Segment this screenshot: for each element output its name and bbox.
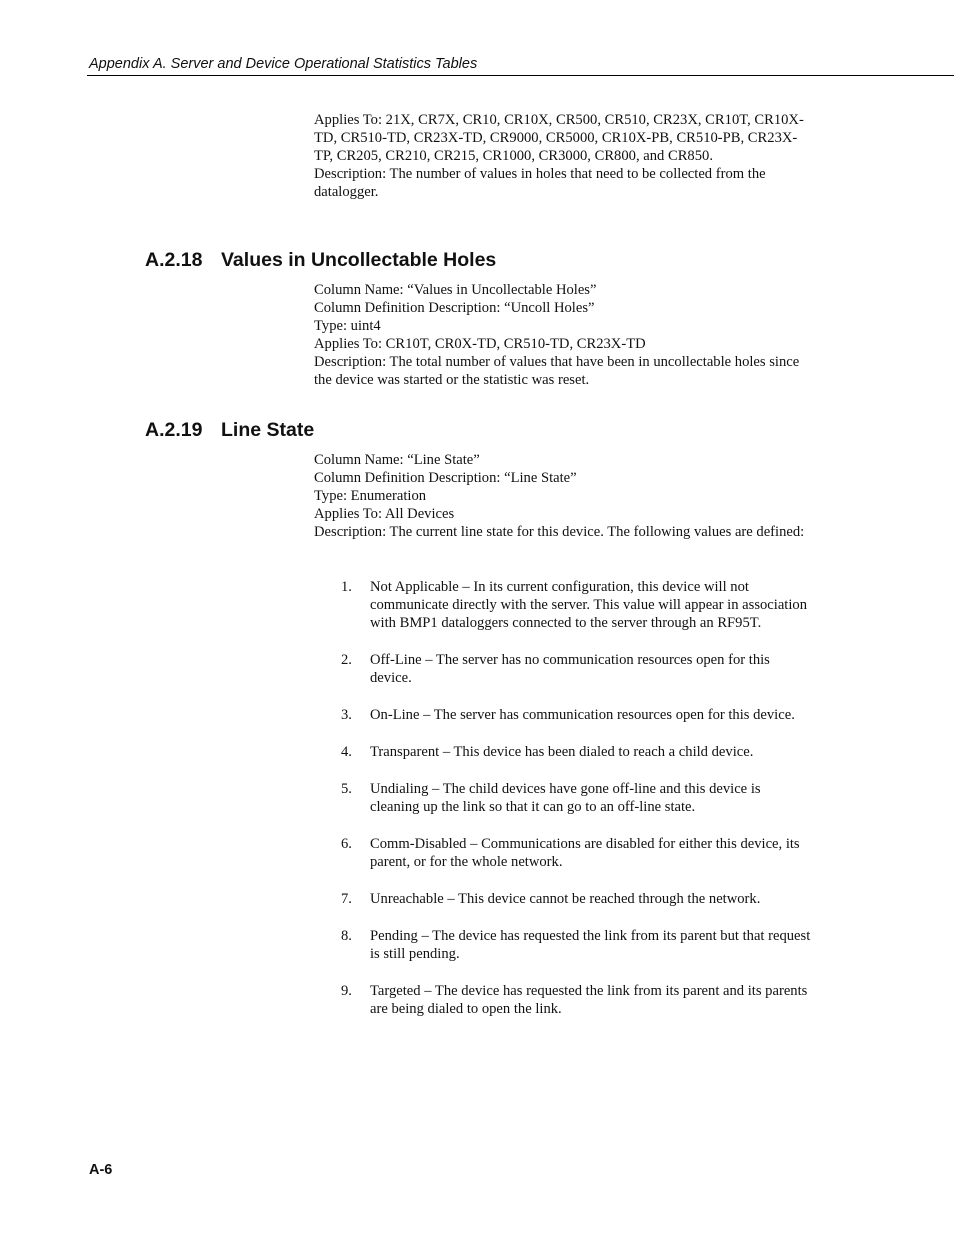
type: Type: uint4 xyxy=(314,318,381,334)
section-number: A.2.19 xyxy=(145,419,203,441)
section-heading-line-state xyxy=(145,418,314,442)
list-item-number: 3. xyxy=(341,707,352,723)
list-item-text: On-Line – The server has communication resources open for this device. xyxy=(370,707,795,723)
column-name: Column Name: “Line State” xyxy=(314,452,480,468)
list-item-text: Targeted – The device has requested the link from its parent and its parents are being dialed to open the link. xyxy=(370,983,808,1017)
applies-to: Applies To: All Devices xyxy=(314,506,455,522)
list-item xyxy=(341,743,811,761)
section-body-line-state xyxy=(314,451,814,541)
applies-to: Applies To: CR10T, CR0X-TD, CR510-TD, CR23X-TD xyxy=(314,336,646,352)
line-state-values-list xyxy=(341,578,811,1037)
list-item xyxy=(341,706,811,724)
list-item xyxy=(341,651,811,687)
intro-applies-to: Applies To: 21X, CR7X, CR10, CR10X, CR500, CR510, CR23X, CR10T, CR10X-TD, CR510-TD, CR23X-TD, CR9000, CR5000, CR10X-PB, CR510-PB, CR23X-TP, CR205, CR210, CR215, CR1000, CR3000, CR800, and CR850. xyxy=(314,112,804,164)
list-item-text: Undialing – The child devices have gone off-line and this device is cleaning up the link so that it can go to an off-line state. xyxy=(370,781,761,815)
description: Description: The total number of values that have been in uncollectable holes since the device was started or the statistic was reset. xyxy=(314,354,800,388)
list-item-number: 9. xyxy=(341,983,352,999)
column-definition: Column Definition Description: “Uncoll Holes” xyxy=(314,300,595,316)
section-heading-values-in-uncollectable-holes xyxy=(145,248,496,272)
list-item-number: 2. xyxy=(341,652,352,668)
intro-description: Description: The number of values in holes that need to be collected from the datalogger. xyxy=(314,166,766,200)
list-item xyxy=(341,780,811,816)
column-definition: Column Definition Description: “Line State” xyxy=(314,470,577,486)
list-item-number: 4. xyxy=(341,744,352,760)
section-title: Line State xyxy=(221,419,315,441)
list-item-text: Pending – The device has requested the link from its parent but that request is still pending. xyxy=(370,928,811,962)
section-body-values-in-uncollectable-holes xyxy=(314,281,814,389)
section-number: A.2.18 xyxy=(145,249,203,271)
intro-block xyxy=(314,111,814,201)
list-item xyxy=(341,982,811,1018)
column-name: Column Name: “Values in Uncollectable Holes” xyxy=(314,282,597,298)
page-number: A-6 xyxy=(89,1162,113,1178)
list-item-text: Comm-Disabled – Communications are disabled for either this device, its parent, or for the whole network. xyxy=(370,836,800,870)
running-header: Appendix A. Server and Device Operational Statistics Tables xyxy=(89,56,478,72)
type: Type: Enumeration xyxy=(314,488,427,504)
list-item xyxy=(341,835,811,871)
list-item-text: Not Applicable – In its current configuration, this device will not communicate directly with the server. This value will appear in association with BMP1 dataloggers connected to the server through an RF95T. xyxy=(370,579,808,631)
list-item xyxy=(341,890,811,908)
list-item xyxy=(341,927,811,963)
list-item-text: Transparent – This device has been dialed to reach a child device. xyxy=(370,744,754,760)
list-item-number: 6. xyxy=(341,836,352,852)
section-title: Values in Uncollectable Holes xyxy=(221,249,497,271)
list-item xyxy=(341,578,811,632)
list-item-number: 5. xyxy=(341,781,352,797)
description: Description: The current line state for this device. The following values are defined: xyxy=(314,524,805,540)
list-item-text: Unreachable – This device cannot be reached through the network. xyxy=(370,891,761,907)
list-item-number: 8. xyxy=(341,928,352,944)
list-item-text: Off-Line – The server has no communication resources open for this device. xyxy=(370,652,770,686)
list-item-number: 1. xyxy=(341,579,352,595)
header-rule xyxy=(87,75,954,76)
list-item-number: 7. xyxy=(341,891,352,907)
